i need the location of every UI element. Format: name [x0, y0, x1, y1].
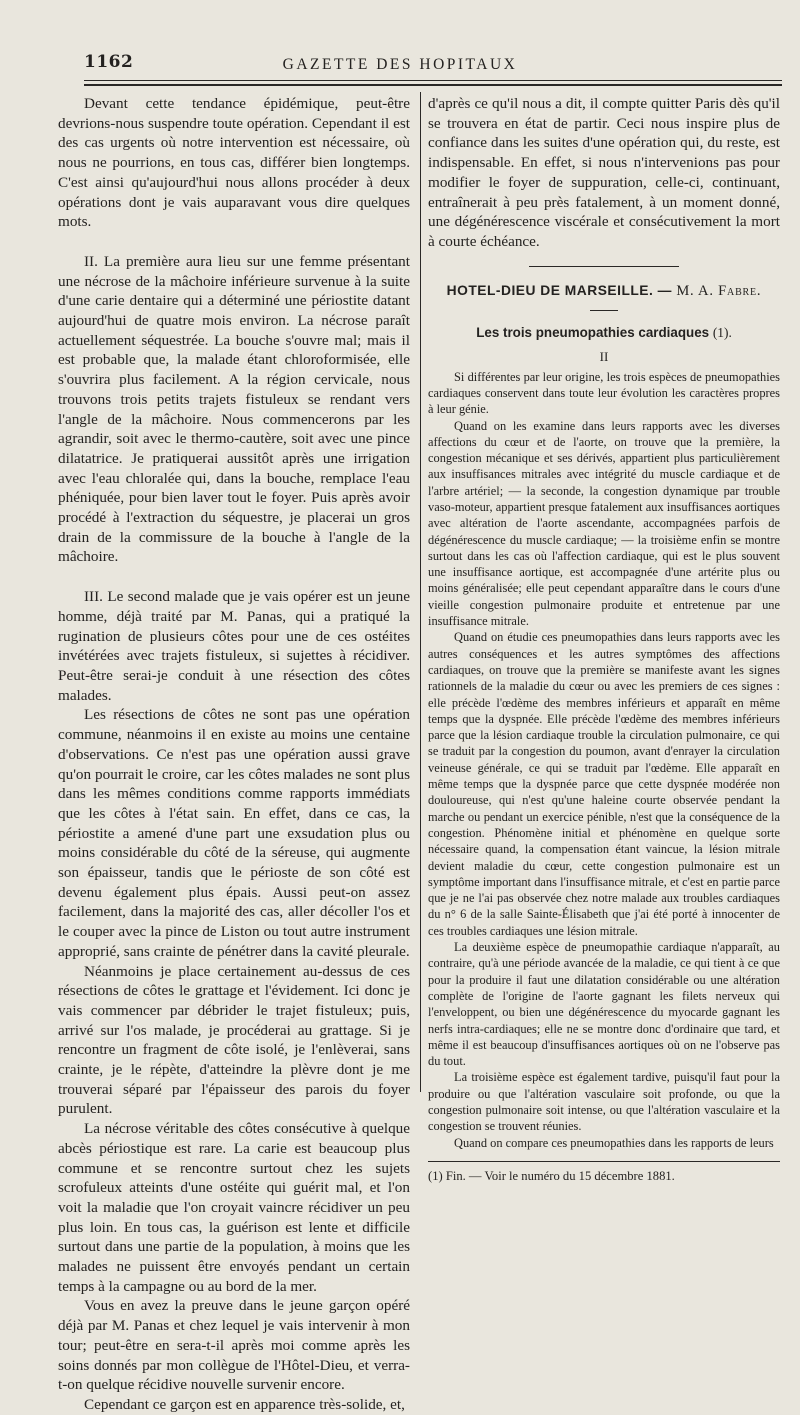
right-paragraph: Quand on compare ces pneumopathies dans les rapports de leurs — [454, 1135, 774, 1150]
left-paragraph: III. Le second malade que je vais opérer est un jeune homme, déjà traité par M. Panas, qui a pratiqué la rugination de plusieurs côtes pour une de ces ostéites invétérées avec trajets fistuleux, si sujettes à récidiver. Peut-être serai-je conduit à une résection des côtes malades. — [58, 588, 410, 704]
section-heading — [428, 283, 780, 300]
right-paragraph: Quand on étudie ces pneumopathies dans leurs rapports avec les autres conséquences et les autres symptômes des affections cardiaques, on trouve que la première se manifeste avant les signes rationnels de la maladie du cœur ou avec les premiers de ces signes : elle précède l'œdème des membres inférieurs et apparaît en même temps que la dyspnée. Elle précède l'œdème des membres inférieurs parce que la lésion cardiaque trouble la circulation pulmonaire, ce qui se traduit par la congestion du poumon, avant d'enrayer la circulation veineuse générale, ce qui se traduit par l'œdème. Elle apparaît en même temps que la dyspnée parce que cette dyspnée modérée non douloureuse, qui n'est qu'une haleine courte observée pendant la marche ou pendant un exercice pénible, n'est que la conséquence de la congestion. Phénomène initial et phénomène en quelque sorte nécessaire quand, la compensation étant vaincue, la lésion mitrale devient maladie du cœur, cette congestion pulmonaire est un symptôme important dans l'insuffisance mitrale, et c'est en partie parce que je ne l'ai pas observée chez notre malade aux troubles cardiaques du n° 6 de la salle Sainte-Élisabeth que j'ai été porté à innocenter de ces troubles cardiaques une lésion mitrale. — [428, 630, 780, 938]
right-paragraph: La deuxième espèce de pneumopathie cardiaque n'apparaît, au contraire, qu'à une période avancée de la maladie, ce qui tient à ce que pour la produire il faut une dilatation considérable ou une altération complète de l'origine de l'aorte gagnant les filets nerveux qui l'enveloppent, ou bien une dégénérescence du myocarde gagnant les nerfs intra-cardiaques; elle ne se montre donc d'ordinaire que tard, et même il est beaucoup d'insuffisances aortiques où on ne l'observe pas du tout. — [428, 940, 780, 1069]
left-paragraph: Vous en avez la preuve dans le jeune garçon opéré déjà par M. Panas et chez lequel je vais intervenir à mon tour; peut-être en sera-t-il après moi comme après les soins donnés par mon collègue de l'Hôtel-Dieu, et verra-t-on quelque récidive nouvelle survenir encore. — [58, 1297, 410, 1394]
right-paragraph: Si différentes par leur origine, les trois espèces de pneumopathies cardiaques conservent dans toute leur évolution les caractères propres à leur génie. — [428, 369, 780, 417]
header-rule — [84, 80, 782, 81]
right-paragraph: La troisième espèce est également tardive, puisqu'il faut pour la produire ou que l'altération vasculaire soit profonde, ou que la congestion pulmonaire soit intense, ou que l'altération vasculaire et la congestion se trouvent réunies. — [428, 1070, 780, 1134]
left-paragraph: Cependant ce garçon est en apparence très-solide, et, — [84, 1396, 405, 1413]
journal-title: GAZETTE DES HOPITAUX — [282, 56, 518, 73]
article-title-text: Les trois pneumopathies cardiaques — [476, 324, 710, 340]
right-paragraph: Quand on les examine dans leurs rapports avec les diverses affections du cœur et de l'aorte, on trouve que la première, la congestion mécanique et ses dérivés, appartient plus particulièrement aux insuffisances mitrales avec intégrité du muscle cardiaque et de l'arbre artériel; — la seconde, la congestion dynamique par trouble vaso-moteur, appartient presque fatalement aux insuffisances aortiques avec altération de l'aorte ascendante, accompagnées parfois de dégénérescence du muscle cardiaque; — la troisième enfin se montre surtout dans les cas où l'affection cardiaque, qui est le plus souvent une insuffisance aortique, est accompagnée d'une artérite plus ou moins généralisée; elle peut cependant apparaître dans le cours d'une vieille congestion pulmonaire produite et entretenue par une insuffisance mitrale. — [428, 418, 780, 629]
left-column — [58, 94, 410, 1415]
header-rule-thick — [84, 84, 782, 86]
article-title — [428, 325, 780, 341]
right-column — [428, 94, 780, 1184]
part-number: II — [599, 348, 609, 364]
footnote-ref: (1). — [712, 324, 732, 340]
section-separator — [529, 266, 679, 267]
author-name: M. A. Fabre. — [676, 282, 762, 299]
short-rule — [590, 310, 618, 311]
footnote: (1) Fin. — Voir le numéro du 15 décembre 1881. — [428, 1168, 675, 1183]
column-divider — [420, 92, 421, 1092]
page-number: 1162 — [84, 52, 134, 72]
left-paragraph: Les résections de côtes ne sont pas une opération commune, néanmoins il en existe au moins une centaine d'observations. Ce n'est pas une opération aussi grave qu'on pourrait le croire, car les côtes malades ne sont plus dans les mêmes conditions comme rapports immédiats que les côtes à l'état sain. En effet, dans ce cas, la périostite a amené d'une part une exsudation plus ou moins considérable du côté de la séreuse, qui augmente son épaisseur, tandis que le périoste de son côté est devenu également plus épais. Aussi peut-on assez facilement, dans la majorité des cas, aller décoller l'os et le couper avec la pince de Liston ou tout autre instrument approprié, sans crainte de pénétrer dans la cavité pleurale. — [58, 706, 410, 960]
hospital-name: HOTEL-DIEU DE MARSEILLE. — — [446, 282, 672, 298]
left-paragraph: II. La première aura lieu sur une femme présentant une nécrose de la mâchoire inférieure survenue à la suite d'une carie dentaire qui a déterminé une périostite datant aujourd'hui de quatre mois environ. La nécrose paraît actuellement séquestrée. La bouche s'ouvre mal; mais il est probable que, la malade étant chloroformisée, elle s'ouvrira plus facilement. A la région cervicale, nous trouvons trois petits trajets fistuleux se rendant vers l'angle de la mâchoire. Nous commencerons par les agrandir, soit avec le thermo-cautère, soit avec une pince dilatatrice. Je pratiquerai aussitôt après une irrigation avec l'eau chloralée qui, dans la bouche, remplace l'eau phéniquée, pour bien laver tout le foyer. Puis après avoir procédé à l'extraction du séquestre, je placerai un gros drain de la commissure de la bouche à l'angle de la mâchoire. — [58, 252, 410, 566]
continuation-paragraph: d'après ce qu'il nous a dit, il compte quitter Paris dès qu'il se trouvera en état de partir. Ceci nous inspire plus de confiance dans les suites d'une opération qui, du reste, est indispensable. En effet, si nous n'intervenions pas pour modifier le foyer de suppuration, celle-ci, continuant, entraînerait à peu près fatalement, à un moment donné, une dégénérescence viscérale et consécutivement la mort à courte échéance. — [428, 95, 780, 250]
left-paragraph: Devant cette tendance épidémique, peut-être devrions-nous suspendre toute opération. Cependant il est des cas urgents où notre intervention est nécessaire, où nous ne pourrions, en tous cas, différer bien longtemps. C'est ainsi qu'aujourd'hui nous allons procéder à deux opérations dont je vais auparavant vous dire quelques mots. — [58, 95, 410, 231]
left-paragraph: Néanmoins je place certainement au-dessus de ces résections de côtes le grattage et l'évidement. Ici donc je vais commencer par débrider le trajet fistuleux; puis, arrivé sur l'os malade, je procéderai au grattage. Si je rencontre un fragment de côte isolé, je l'enlèverai, sans crainte, je le répète, d'atteindre la plèvre dont je me trouverai séparé par l'épaisseur des parois du foyer purulent. — [58, 962, 410, 1118]
left-paragraph: La nécrose véritable des côtes consécutive à quelque abcès périostique est rare. La carie est beaucoup plus commune et se rencontre surtout chez les sujets scrofuleux atteints d'une ostéite qui guérit mal, et l'on voit la maladie que l'on croyait vaincre récidiver un peu plus loin. En tous cas, la guérison est lente et difficile surtout dans une partie de la population, à moins que les malades ne puissent être envoyés pendant un certain temps à la campagne ou au bord de la mer. — [58, 1120, 410, 1295]
